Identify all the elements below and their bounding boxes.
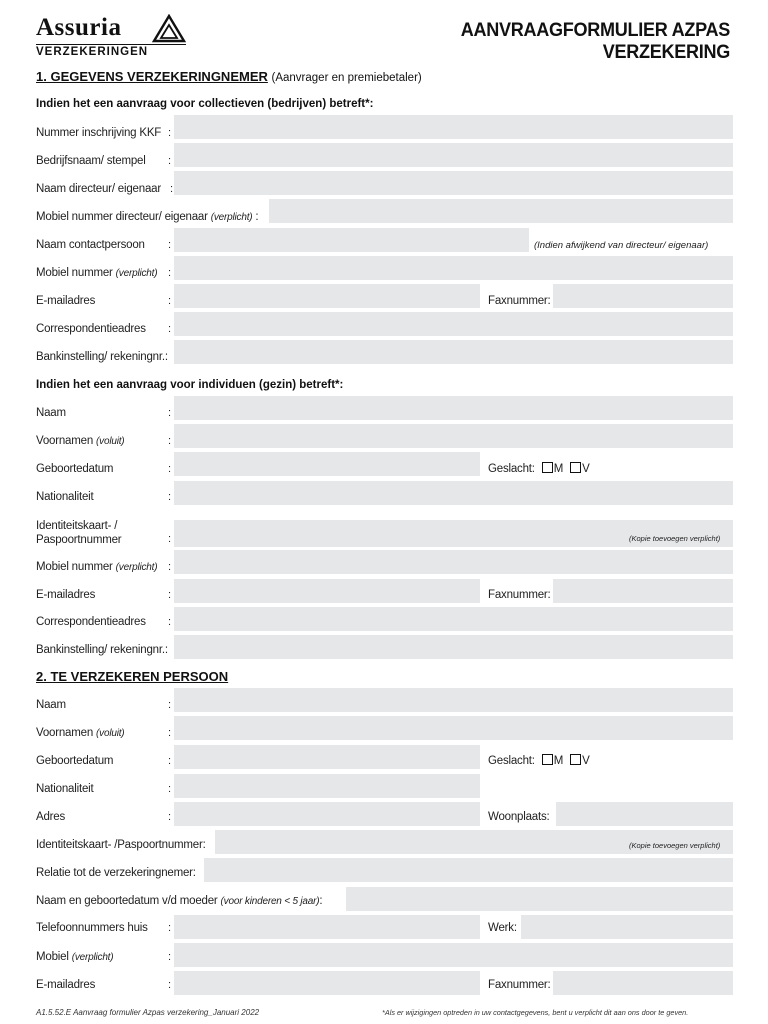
ins-id-label: Identiteitskaart- /Paspoortnummer: — [36, 839, 206, 851]
company-label: Bedrijfsnaam/ stempel — [36, 155, 146, 167]
address-label: Correspondentieadres — [36, 323, 146, 335]
ind-gender-female-checkbox[interactable] — [570, 462, 581, 473]
ins-relation-field[interactable] — [204, 858, 733, 882]
ind-id-label: Identiteitskaart- / Paspoortnummer — [36, 520, 122, 546]
ins-fax-field[interactable] — [553, 971, 733, 995]
ins-nationality-field[interactable] — [174, 774, 480, 798]
ins-firstnames-field[interactable] — [174, 716, 733, 740]
ind-gender: Geslacht: M V — [488, 463, 590, 475]
ins-mother-label: Naam en geboortedatum v/d moeder (voor kinderen < 5 jaar): — [36, 895, 323, 907]
section-1-heading: 1. GEGEVENS VERZEKERINGNEMER (Aanvrager en premiebetaler) — [36, 69, 422, 84]
section-1-note: (Aanvrager en premiebetaler) — [271, 72, 422, 84]
ins-address-label: Adres — [36, 811, 66, 823]
ins-name-field[interactable] — [174, 688, 733, 712]
ins-address-field[interactable] — [174, 802, 480, 826]
ind-birthdate-field[interactable] — [174, 452, 480, 476]
footer-reference: A1.5.52.E Aanvraag formulier Azpas verzekering_Januari 2022 — [36, 1008, 260, 1017]
ins-email-field[interactable] — [174, 971, 480, 995]
ins-work-label: Werk: — [488, 922, 517, 934]
ins-relation-label: Relatie tot de verzekeringnemer: — [36, 867, 196, 879]
ins-fax-label: Faxnummer: — [488, 979, 551, 991]
contact-hint: (Indien afwijkend van directeur/ eigenaar) — [534, 240, 709, 251]
ind-email-label: E-mailadres — [36, 589, 96, 601]
ins-gender: Geslacht: M V — [488, 755, 590, 767]
fax-label: Faxnummer: — [488, 295, 551, 307]
ind-address-field[interactable] — [174, 607, 733, 631]
ins-work-field[interactable] — [521, 915, 733, 939]
ins-gender-female-checkbox[interactable] — [570, 754, 581, 765]
form-title: AANVRAAGFORMULIER AZPAS VERZEKERING — [460, 20, 730, 63]
ind-copy-hint: (Kopie toevoegen verplicht) — [629, 534, 721, 543]
logo-subtitle: VERZEKERINGEN — [36, 44, 186, 58]
contact-field[interactable] — [174, 228, 529, 252]
ind-nationality-field[interactable] — [174, 481, 733, 505]
ins-copy-hint: (Kopie toevoegen verplicht) — [629, 841, 721, 850]
ind-name-field[interactable] — [174, 396, 733, 420]
director-mobile-field[interactable] — [269, 199, 733, 223]
address-field[interactable] — [174, 312, 733, 336]
director-field[interactable] — [174, 171, 733, 195]
ind-mobile-field[interactable] — [174, 550, 733, 574]
ins-nationality-label: Nationaliteit — [36, 783, 94, 795]
ins-phone-label: Telefoonnummers huis — [36, 922, 148, 934]
ind-address-label: Correspondentieadres — [36, 616, 146, 628]
kkf-label: Nummer inschrijving KKF — [36, 127, 162, 139]
mobile-field[interactable] — [174, 256, 733, 280]
ins-residence-label: Woonplaats: — [488, 811, 550, 823]
ins-birthdate-field[interactable] — [174, 745, 480, 769]
ins-residence-field[interactable] — [556, 802, 733, 826]
email-field[interactable] — [174, 284, 480, 308]
ins-mobile-field[interactable] — [174, 943, 733, 967]
ins-gender-male-checkbox[interactable] — [542, 754, 553, 765]
ins-firstnames-label: Voornamen (voluit) — [36, 727, 125, 739]
kkf-field[interactable] — [174, 115, 733, 139]
section-2-heading: 2. TE VERZEKEREN PERSOON — [36, 669, 229, 684]
ins-mother-field[interactable] — [346, 887, 733, 911]
ind-firstnames-label: Voornamen (voluit) — [36, 435, 125, 447]
logo-name: Assuria — [36, 14, 122, 41]
ind-gender-male-checkbox[interactable] — [542, 462, 553, 473]
director-label: Naam directeur/ eigenaar — [36, 183, 161, 195]
ins-name-label: Naam — [36, 699, 66, 711]
ind-birthdate-label: Geboortedatum — [36, 463, 114, 475]
triangle-logo-icon — [152, 14, 186, 44]
ind-bank-field[interactable] — [174, 635, 733, 659]
ind-fax-field[interactable] — [553, 579, 733, 603]
contact-label: Naam contactpersoon — [36, 239, 145, 251]
bank-field[interactable] — [174, 340, 733, 364]
collective-heading: Indien het een aanvraag voor collectieven (bedrijven) betreft*: — [36, 98, 374, 110]
ins-phone-field[interactable] — [174, 915, 480, 939]
ind-mobile-label: Mobiel nummer (verplicht) — [36, 561, 158, 573]
company-field[interactable] — [174, 143, 733, 167]
individual-heading: Indien het een aanvraag voor individuen (gezin) betreft*: — [36, 379, 344, 391]
ind-firstnames-field[interactable] — [174, 424, 733, 448]
fax-field[interactable] — [553, 284, 733, 308]
ind-email-field[interactable] — [174, 579, 480, 603]
mobile-label: Mobiel nummer (verplicht) — [36, 267, 158, 279]
email-label: E-mailadres — [36, 295, 96, 307]
ins-email-label: E-mailadres — [36, 979, 96, 991]
director-mobile-label: Mobiel nummer directeur/ eigenaar (verplicht) : — [36, 211, 259, 223]
ind-bank-label: Bankinstelling/ rekeningnr.: — [36, 644, 168, 656]
ind-fax-label: Faxnummer: — [488, 589, 551, 601]
company-logo — [36, 14, 186, 62]
footer-note: *Als er wijzigingen optreden in uw contactgegevens, bent u verplicht dit aan ons door te geven. — [382, 1008, 689, 1017]
ins-birthdate-label: Geboortedatum — [36, 755, 114, 767]
bank-label: Bankinstelling/ rekeningnr.: — [36, 351, 168, 363]
ind-name-label: Naam — [36, 407, 66, 419]
ind-nationality-label: Nationaliteit — [36, 491, 94, 503]
ins-mobile-label: Mobiel (verplicht) — [36, 951, 114, 963]
